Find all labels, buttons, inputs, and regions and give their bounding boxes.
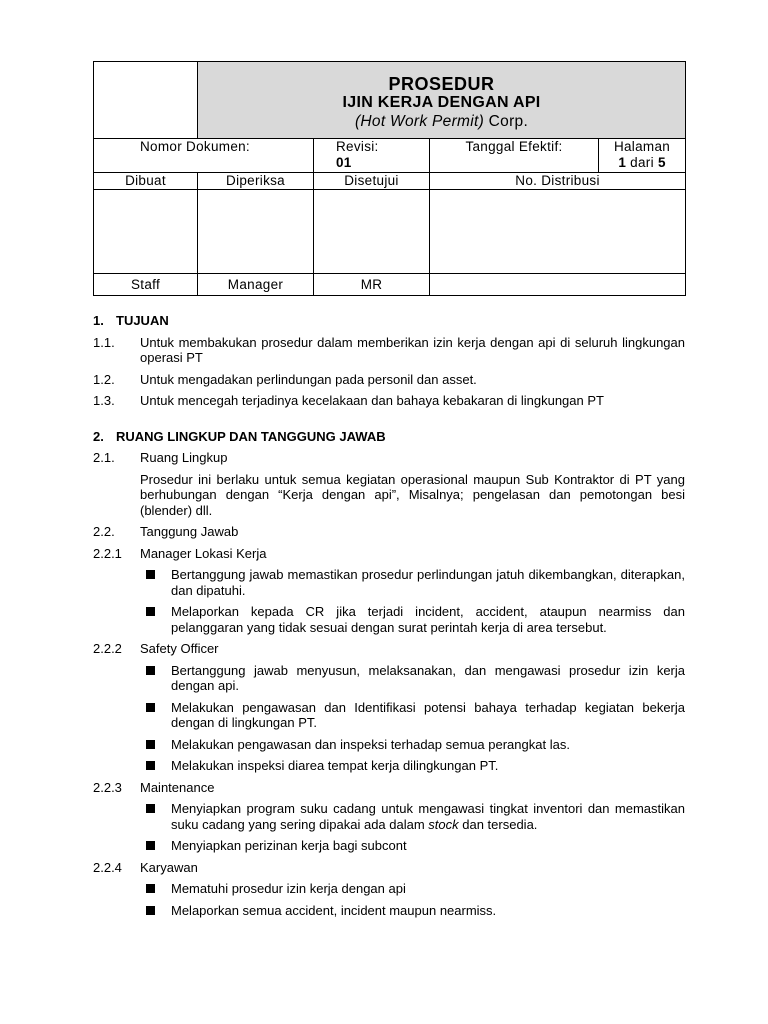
list-item: Menyiapkan program suku cadang untuk mengawasi tingkat inventori dan memastikan suku cadang yang sering dipakai ada dalam stock dan tersedia. [146, 801, 685, 832]
signature-diperiksa [198, 190, 314, 274]
list-item: 1.1. Untuk membakukan prosedur dalam memberikan izin kerja dengan api di seluruh lingkungan operasi PT [93, 334, 685, 365]
document-title: PROSEDUR [388, 74, 495, 94]
revisi-value: 01 [336, 155, 352, 170]
list-item: Mematuhi prosedur izin kerja dengan api [146, 881, 685, 897]
bullet-square-icon [146, 703, 155, 712]
bullet-square-icon [146, 804, 155, 813]
list-item: 1.3. Untuk mencegah terjadinya kecelakaan dan bahaya kebakaran di lingkungan PT [93, 393, 604, 408]
list-item: 1.2. Untuk mengadakan perlindungan pada personil dan asset. [93, 371, 477, 387]
name-distribusi [430, 274, 686, 296]
name-disetujui: MR [314, 274, 430, 296]
section-heading-ruang-lingkup: 2. RUANG LINGKUP DAN TANGGUNG JAWAB [93, 428, 386, 444]
list-item: Melakukan pengawasan dan inspeksi terhadap semua perangkat las. [146, 737, 685, 753]
logo-cell [94, 62, 198, 139]
revisi-cell [314, 139, 430, 173]
list-item: Bertanggung jawab memastikan prosedur perlindungan jatuh dikembangkan, diterapkan, dan dipatuhi. [146, 567, 685, 598]
revisi-label: Revisi: [336, 139, 379, 154]
tanggal-efektif-cell [430, 139, 599, 173]
subsection-2-1: 2.1. Ruang Lingkup [93, 450, 228, 465]
list-item: Melakukan pengawasan dan Identifikasi potensi bahaya terhadap kegiatan bekerja dengan di lingkungan PT. [146, 700, 685, 731]
document-subtitle-2: (Hot Work Permit) Corp. [354, 113, 529, 130]
bullet-square-icon [146, 884, 155, 893]
bullet-square-icon [146, 740, 155, 749]
document-body [93, 313, 685, 924]
tujuan-list [93, 335, 685, 409]
list-item: Melaporkan semua accident, incident maupun nearmiss. [146, 903, 685, 919]
list-item: Melaporkan kepada CR jika terjadi incident, accident, ataupun nearmiss dan pelanggaran yang tidak sesuai dengan surat perintah kerja di area tersebut. [146, 604, 685, 635]
bullet-square-icon [146, 761, 155, 770]
no-distribusi-label: No. Distribusi [430, 173, 686, 190]
subsection-2-2-2: 2.2.2 Safety Officer [93, 641, 219, 656]
bullet-square-icon [146, 841, 155, 850]
list-item: Bertanggung jawab menyusun, melaksanakan, dan mengawasi prosedur izin kerja dengan api. [146, 663, 685, 694]
dibuat-label: Dibuat [94, 173, 198, 190]
subsection-2-2-3: 2.2.3 Maintenance [93, 779, 215, 795]
subsection-2-2-4: 2.2.4 Karyawan [93, 859, 198, 875]
signature-dibuat [94, 190, 198, 274]
tanggal-efektif-label: Tanggal Efektif: [465, 139, 563, 154]
subsection-2-2: 2.2. Tanggung Jawab [93, 524, 239, 539]
list-item: Menyiapkan perizinan kerja bagi subcont [146, 838, 685, 854]
halaman-cell [599, 139, 686, 173]
nomor-dokumen-label: Nomor Dokumen: [140, 139, 250, 154]
section-heading-tujuan: 1. TUJUAN [93, 313, 169, 328]
name-diperiksa: Manager [198, 274, 314, 296]
subsection-2-2-1: 2.2.1 Manager Lokasi Kerja [93, 545, 267, 561]
signature-disetujui [314, 190, 430, 274]
halaman-value: 1 dari 5 [618, 155, 666, 170]
distribusi-area [430, 190, 686, 274]
nomor-dokumen-cell [94, 139, 314, 173]
bullet-square-icon [146, 607, 155, 616]
bullet-square-icon [146, 570, 155, 579]
bullet-square-icon [146, 906, 155, 915]
disetujui-label: Disetujui [314, 173, 430, 190]
bullet-square-icon [146, 666, 155, 675]
title-cell [198, 62, 686, 139]
name-dibuat: Staff [94, 274, 198, 296]
document-subtitle: IJIN KERJA DENGAN API [342, 94, 541, 111]
halaman-label: Halaman [613, 139, 671, 154]
ruang-lingkup-paragraph: Prosedur ini berlaku untuk semua kegiatan operasional maupun Sub Kontraktor di PT yang berhubungan dengan “Kerja dengan api”, Misalnya; pengelasan dan pemotongan besi (blender) dll. [140, 471, 685, 518]
document-header-table [93, 61, 686, 296]
diperiksa-label: Diperiksa [198, 173, 314, 190]
list-item: Melakukan inspeksi diarea tempat kerja dilingkungan PT. [146, 758, 685, 774]
